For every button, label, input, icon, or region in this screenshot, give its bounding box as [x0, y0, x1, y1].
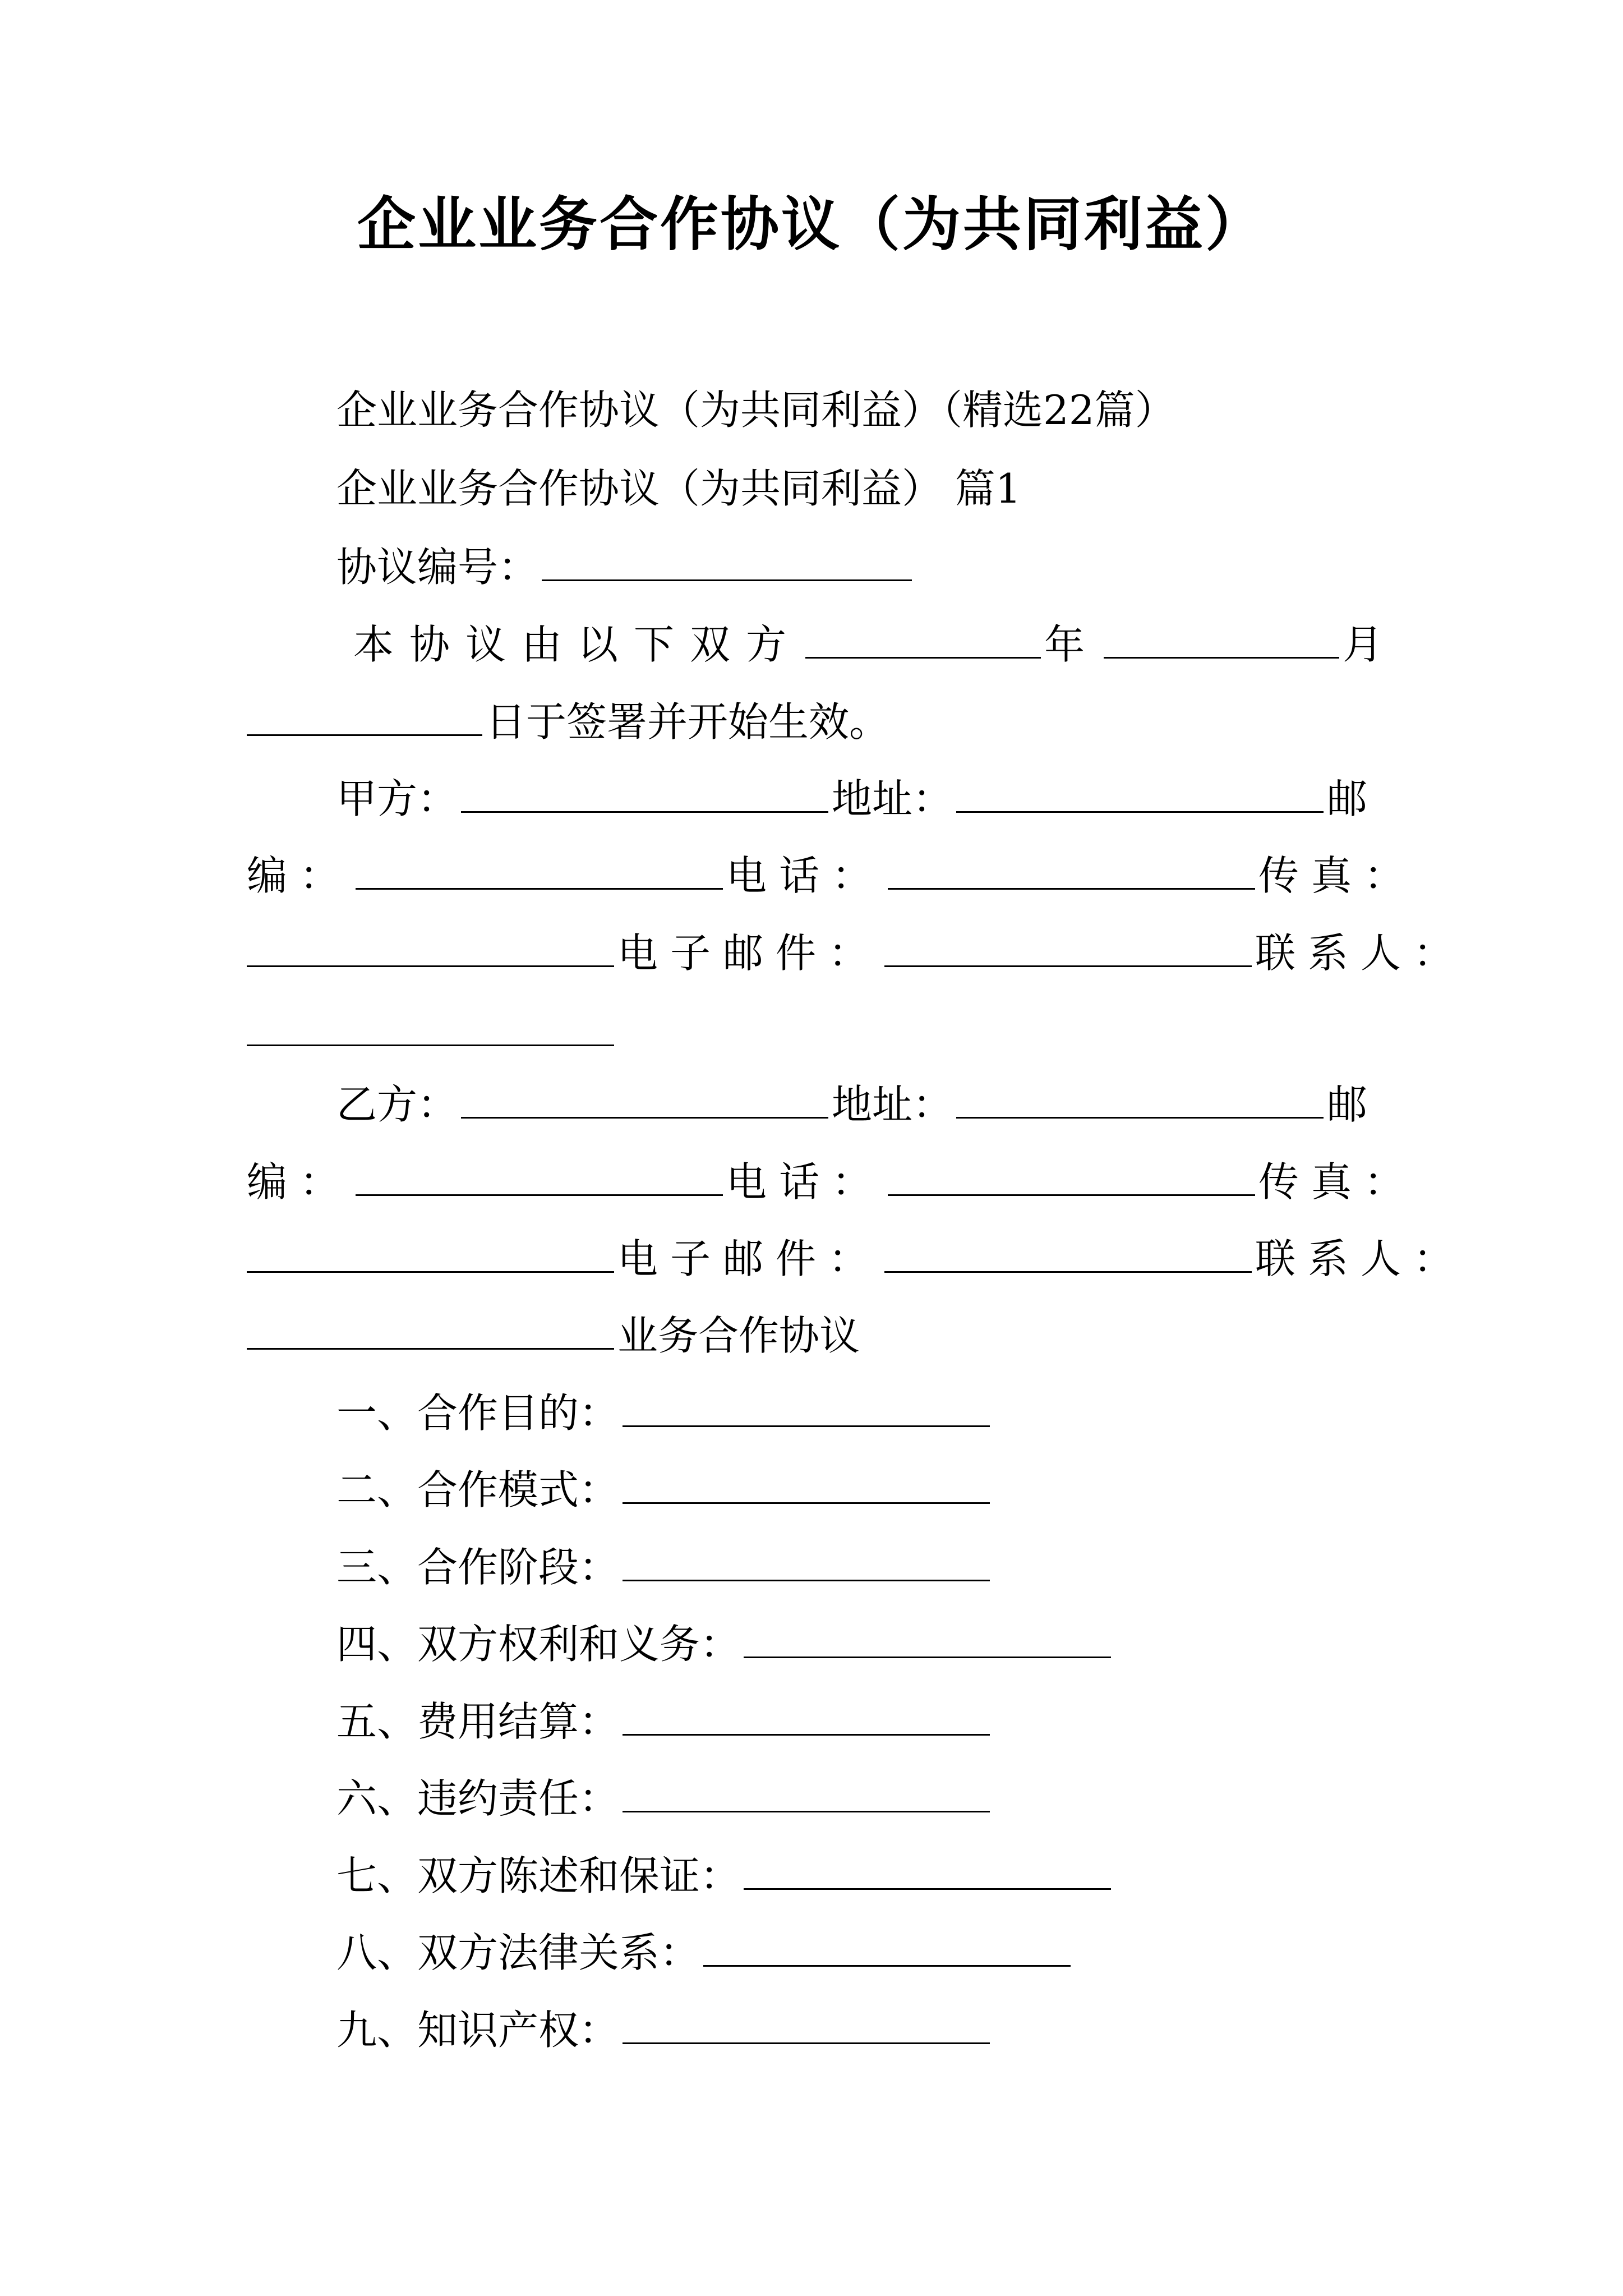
section-row [336, 1852, 1114, 1900]
intro-suffix: 日于签署并开始生效。 [486, 698, 890, 746]
section-row [336, 1775, 993, 1823]
party-b-postcode-blank[interactable] [356, 1160, 723, 1196]
party-a-contact-blank[interactable] [247, 1045, 614, 1046]
party-a-fax-label: 传真： [1258, 852, 1417, 900]
section-blank[interactable] [623, 1777, 990, 1812]
party-b-name-blank[interactable] [461, 1083, 828, 1119]
party-b-row-4 [247, 1312, 860, 1360]
party-b-row [336, 1081, 1368, 1129]
party-b-row-3 [247, 1235, 1467, 1283]
agreement-number-label: 协议编号： [336, 544, 539, 591]
section-label: 四、双方权利和义务： [336, 1621, 741, 1668]
party-a-contact-label: 联系人： [1255, 930, 1467, 977]
intro-year-blank[interactable] [1104, 623, 1339, 659]
section-row [336, 1621, 1114, 1668]
party-b-contact-label: 联系人： [1255, 1235, 1467, 1283]
party-b-fax-label: 传真： [1258, 1158, 1417, 1206]
party-a-name-blank[interactable] [461, 777, 828, 813]
party-a-row-2 [247, 852, 1417, 900]
section-blank[interactable] [623, 1468, 990, 1504]
section-blank[interactable] [623, 1391, 990, 1427]
party-b-email-label: 电子邮件： [617, 1235, 882, 1283]
intro-month: 月 [1343, 621, 1399, 669]
section-label: 二、合作模式： [336, 1466, 620, 1514]
party-b-postcode-label-1: 邮 [1327, 1081, 1368, 1129]
intro-prefix: 本协议由以下双方 [353, 621, 803, 669]
section-row [336, 1544, 993, 1591]
section-label: 八、双方法律关系： [336, 1929, 700, 1977]
party-a-address-label: 地址： [832, 775, 953, 823]
section-label: 六、违约责任： [336, 1775, 620, 1823]
party-a-label: 甲方： [336, 775, 458, 823]
section-label: 三、合作阶段： [336, 1544, 620, 1591]
intro-row-2 [247, 698, 890, 746]
party-a-row-3 [247, 930, 1467, 977]
party-a-email-blank[interactable] [884, 931, 1252, 967]
party-a-email-label: 电子邮件： [617, 930, 882, 977]
party-b-phone-label: 电话： [726, 1158, 885, 1206]
section-blank[interactable] [623, 1545, 990, 1581]
party-b-contact-blank[interactable] [247, 1314, 614, 1350]
party-b-email-blank[interactable] [884, 1237, 1252, 1273]
party-a-address-blank[interactable] [956, 777, 1324, 813]
intro-year: 年 [1044, 621, 1101, 669]
article-heading: 企业业务合作协议（为共同利益） 篇1 [336, 465, 1021, 512]
section-row [336, 1929, 1074, 1977]
section-blank[interactable] [623, 2008, 990, 2044]
party-a-postcode-label-2: 编： [247, 852, 353, 900]
section-row [336, 1698, 993, 1746]
section-row [336, 1389, 993, 1437]
intro-day-blank[interactable] [247, 700, 482, 736]
party-a-phone-label: 电话： [726, 852, 885, 900]
section-label: 五、费用结算： [336, 1698, 620, 1746]
section-blank[interactable] [744, 1854, 1111, 1890]
agreement-number-blank[interactable] [542, 545, 912, 581]
section-row [336, 1466, 993, 1514]
section-blank[interactable] [703, 1931, 1071, 1967]
party-a-fax-blank[interactable] [247, 931, 614, 967]
party-a-postcode-label-1: 邮 [1327, 775, 1368, 823]
business-agreement-heading: 业务合作协议 [617, 1312, 860, 1360]
section-label: 七、双方陈述和保证： [336, 1852, 741, 1900]
party-b-label: 乙方： [336, 1081, 458, 1129]
party-b-postcode-label-2: 编： [247, 1158, 353, 1206]
intro-party-blank[interactable] [805, 623, 1041, 659]
section-label: 一、合作目的： [336, 1389, 620, 1437]
document-title: 企业业务合作协议（为共同利益） [357, 190, 1266, 259]
intro-row [353, 621, 1399, 669]
section-label: 九、知识产权： [336, 2007, 620, 2054]
section-row [336, 2007, 993, 2054]
party-a-phone-blank[interactable] [888, 854, 1255, 890]
party-b-address-label: 地址： [832, 1081, 953, 1129]
agreement-number-row [336, 544, 915, 591]
party-b-row-2 [247, 1158, 1417, 1206]
section-blank[interactable] [744, 1622, 1111, 1658]
subtitle: 企业业务合作协议（为共同利益）（精选22篇） [336, 386, 1175, 434]
party-b-address-blank[interactable] [956, 1083, 1324, 1119]
section-blank[interactable] [623, 1700, 990, 1736]
party-a-row [336, 775, 1368, 823]
party-b-phone-blank[interactable] [888, 1160, 1255, 1196]
party-b-fax-blank[interactable] [247, 1237, 614, 1273]
party-a-postcode-blank[interactable] [356, 854, 723, 890]
